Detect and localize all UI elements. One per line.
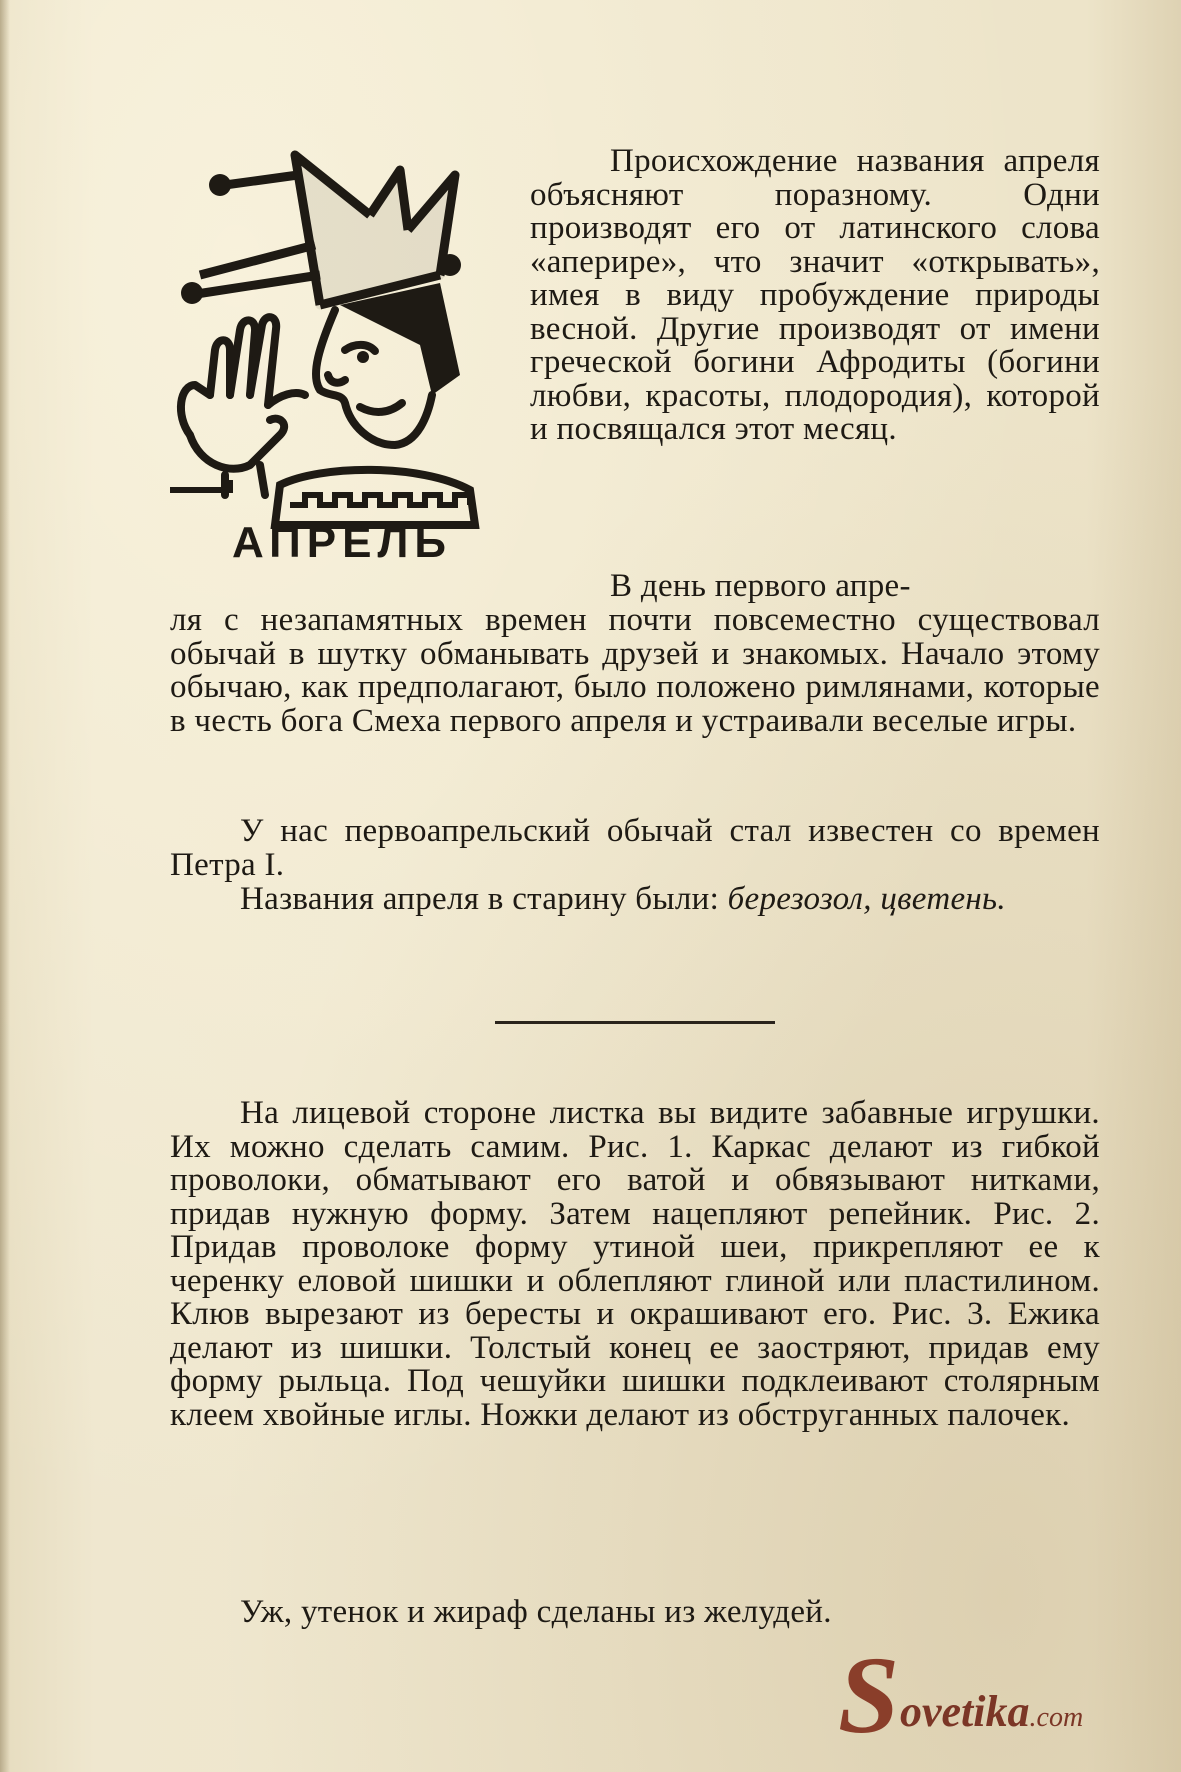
watermark-text — [900, 1687, 1084, 1740]
paragraph-toys: На лицевой стороне листка вы видите забавные игрушки. Их можно сделать самим. Рис. 1. Каркас делают из гибкой проволоки, обматывают его ватой и обвязывают нитками, придав нужную форму. Затем нацепляют репейник. Рис. 2. Придав проволоке форму утиной шеи, прикрепляют ее к черенку еловой шишки и облепляют глиной или пластилином. Клюв вырезают из бересты и окрашивают его. Рис. 3. Ежика делают из шишки. Толстый конец ее заостряют, придав ему форму рыльца. Под чешуйки шишки подклеивают столярным клеем хвойные иглы. Ножки делают из обструганных палочек. — [170, 1095, 1100, 1433]
paragraph-custom-lead: В день первого апре- — [610, 568, 911, 604]
paragraph-custom: ля с незапамятных времен почти повсеместно существовал обычай в шутку обманывать друзей и знакомых. Начало этому обычаю, как предполагают, было положено римлянами, которые в честь бога Смеха первого апреля и устраивали веселые игры. — [170, 602, 1100, 739]
bell-icon-3 — [439, 254, 461, 276]
watermark-letter: S — [838, 1634, 900, 1756]
bell-icon-1 — [209, 174, 231, 196]
old-names-prefix: Названия апреля в старину были: — [240, 881, 728, 917]
emblem-title: АПРЕЛЬ — [231, 518, 453, 565]
bell-icon-2 — [181, 282, 203, 304]
april-emblem — [170, 145, 515, 565]
paragraph-old-names — [170, 883, 1100, 917]
jester-icon — [170, 145, 515, 565]
watermark-tld: .com — [1029, 1702, 1084, 1733]
watermark-name: ovetika — [900, 1687, 1030, 1736]
paragraph-origin: Происхождение названия апреля объясняют поразному. Одни производят его от латинского слова «аперире», что значит «открывать», имея в виду пробуждение природы весной. Другие производят от имени греческой богини Афродиты (богини любви, красоты, плодородия), которой и посвящался этот месяц. — [530, 143, 1100, 447]
sovetika-watermark — [838, 1634, 1158, 1770]
old-names-italic: березозол, цветень. — [727, 881, 1006, 917]
page-edge-shadow — [0, 0, 10, 1772]
section-divider — [495, 1021, 775, 1024]
paragraph-acorns: Уж, утенок и жираф сделаны из желудей. — [240, 1594, 832, 1630]
paragraph-peter: У нас первоапрельский обычай стал известен со времен Петра I. — [170, 813, 1100, 883]
